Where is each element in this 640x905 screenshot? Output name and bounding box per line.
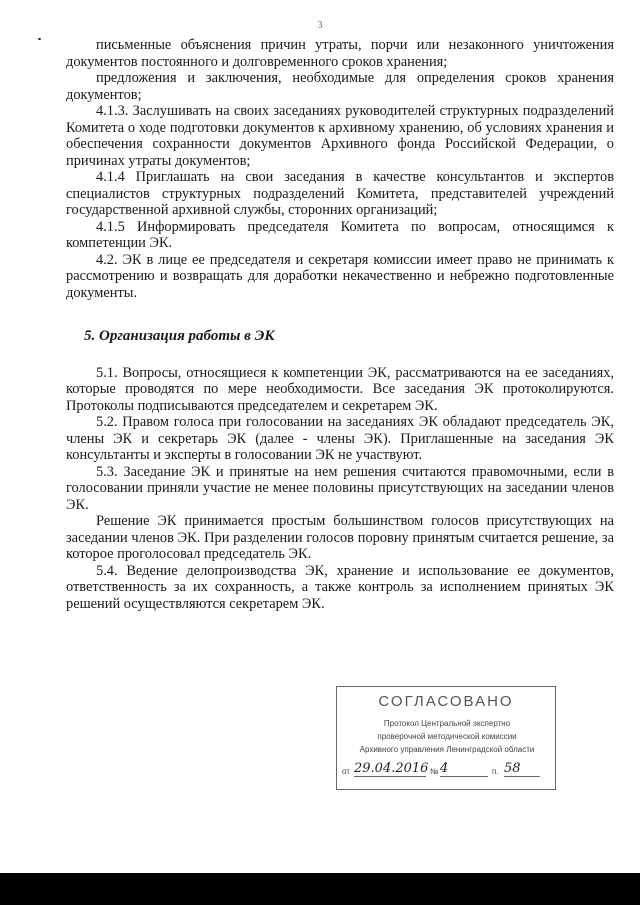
paragraph: 5.1. Вопросы, относящиеся к компетенции ЭК, рассматриваются на ее заседаниях, которые проводятся по мере необходимости. Все заседания ЭК протоколируются. Протоколы подписываются председателем и секретарем ЭК.: [66, 364, 614, 414]
stamp-line: Архивного управления Ленинградской области: [359, 745, 535, 754]
stamp-line: проверочной методической комиссии: [377, 732, 517, 741]
paragraph: 4.1.4 Приглашать на свои заседания в качестве консультантов и экспертов специалистов структурных подразделений Комитета, представителей учреждений государственной архивной службы, сторонних организаций;: [66, 169, 614, 218]
paragraph: 4.2. ЭК в лице ее председателя и секретаря комиссии имеет право не принимать к рассмотрению и возвращать для доработки некачественно и небрежно подготовленные документы.: [66, 251, 614, 301]
paragraph: Решение ЭК принимается простым большинством голосов присутствующих на заседании членов ЭК. При разделении голосов поровну принятым считается решение, за которое проголосовал председатель ЭК.: [66, 513, 614, 562]
page-number: 3: [317, 20, 323, 31]
stamp-item-label: п.: [492, 767, 499, 776]
paragraph: 4.1.5 Информировать председателя Комитета по вопросам, относящимся к компетенции ЭК.: [66, 218, 614, 251]
section-heading: 5. Организация работы в ЭК: [84, 328, 275, 344]
paragraph: 4.1.3. Заслушивать на своих заседаниях руководителей структурных подразделений Комитета о ходе подготовки документов к архивному хранению, об условиях хранения и обеспечения сохранности документов Архивного фонда Российской Федерации, о причинах утраты документов;: [66, 103, 614, 169]
paragraph: 5.2. Правом голоса при голосовании на заседаниях ЭК обладают председатель ЭК, члены ЭК и секретарь ЭК (далее - члены ЭК). Приглашенные на заседания ЭК консультанты и эксперты в голосовании ЭК не участвуют.: [66, 414, 614, 463]
stamp-title: СОГЛАСОВАНО: [378, 693, 514, 710]
stamp-number-label: №: [430, 767, 439, 776]
approval-stamp: [336, 686, 556, 790]
stamp-line: Протокол Центральной экспертно: [383, 719, 511, 728]
document-body: [66, 37, 614, 612]
paragraph: 5.3. Заседание ЭК и принятые на нем решения считаются правомочными, если в голосовании приняли участие не менее половины присутствующих на заседании членов ЭК.: [66, 463, 614, 513]
stamp-number: 4: [440, 761, 488, 777]
scan-speck: [38, 38, 41, 40]
stamp-item: 58: [504, 761, 540, 777]
stamp-date: 29.04.2016: [354, 761, 429, 776]
stamp-prefix: от: [342, 767, 350, 776]
paragraph: предложения и заключения, необходимые для определения сроков хранения документов;: [66, 70, 614, 103]
paragraph: 5.4. Ведение делопроизводства ЭК, хранение и использование ее документов, ответственность за их сохранность, а также контроль за исполнением принятых ЭК решений осуществляются секретарем ЭК.: [66, 562, 614, 612]
paragraph: письменные объяснения причин утраты, порчи или незаконного уничтожения документов постоянного и долговременного сроков хранения;: [66, 37, 614, 70]
scan-edge-bar: [0, 873, 640, 905]
